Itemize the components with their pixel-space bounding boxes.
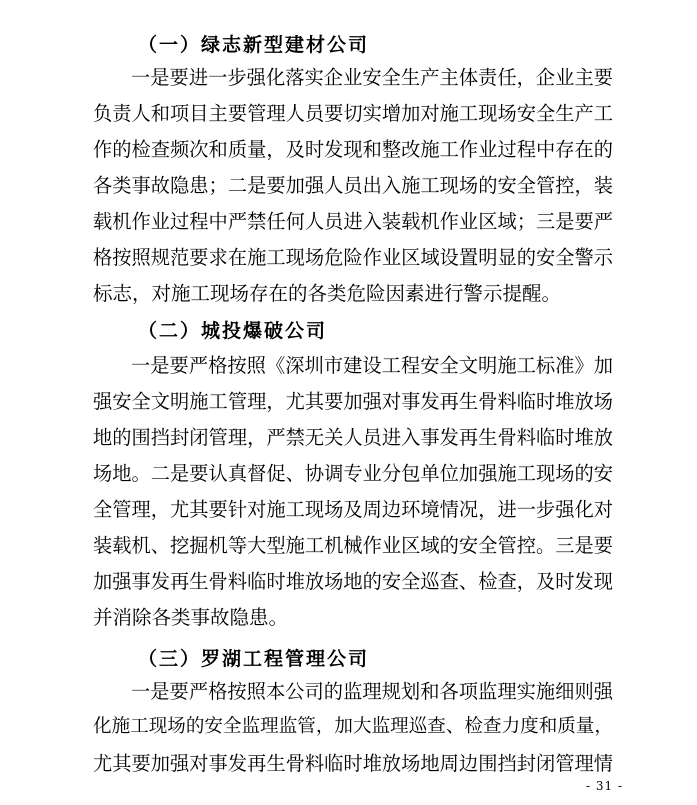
- paragraph-line: 并消除各类事故隐患。: [93, 606, 289, 629]
- paragraph-line: 负责人和项目主要管理人员要切实增加对施工现场安全生产工: [93, 102, 613, 125]
- section-heading-2: （二）城投爆破公司: [138, 320, 328, 342]
- paragraph-line: 加强事发再生骨料临时堆放场地的安全巡查、检查，及时发现: [93, 570, 613, 593]
- paragraph-line: 载机作业过程中严禁任何人员进入装载机作业区域；三是要严: [93, 210, 613, 233]
- section-heading-1: （一）绿志新型建材公司: [138, 34, 370, 56]
- section-heading-3: （三）罗湖工程管理公司: [138, 648, 370, 670]
- paragraph-line: 装载机、挖掘机等大型施工机械作业区域的安全管控。三是要: [93, 534, 613, 557]
- paragraph-line: 一是要进一步强化落实企业安全生产主体责任，企业主要: [131, 66, 613, 89]
- paragraph-line: 全管理，尤其要针对施工现场及周边环境情况，进一步强化对: [93, 498, 613, 521]
- paragraph-line: 地的围挡封闭管理，严禁无关人员进入事发再生骨料临时堆放: [93, 426, 613, 449]
- page-number: - 31 -: [586, 779, 624, 793]
- paragraph-line: 化施工现场的安全监理监管，加大监理巡查、检查力度和质量，: [93, 716, 613, 737]
- paragraph-line: 各类事故隐患；二是要加强人员出入施工现场的安全管控，装: [93, 174, 613, 197]
- paragraph-line: 格按照规范要求在施工现场危险作业区域设置明显的安全警示: [93, 246, 613, 269]
- paragraph-line: 一是要严格按照《深圳市建设工程安全文明施工标准》加: [131, 354, 613, 377]
- paragraph-line: 一是要严格按照本公司的监理规划和各项监理实施细则强: [131, 680, 613, 703]
- paragraph-line: 作的检查频次和质量，及时发现和整改施工作业过程中存在的: [93, 138, 613, 161]
- paragraph-line: 尤其要加强对事发再生骨料临时堆放场地周边围挡封闭管理情: [93, 752, 613, 775]
- paragraph-line: 强安全文明施工管理，尤其要加强对事发再生骨料临时堆放场: [93, 390, 613, 413]
- paragraph-line: 场地。二是要认真督促、协调专业分包单位加强施工现场的安: [93, 462, 613, 485]
- paragraph-line: 标志，对施工现场存在的各类危险因素进行警示提醒。: [93, 282, 562, 305]
